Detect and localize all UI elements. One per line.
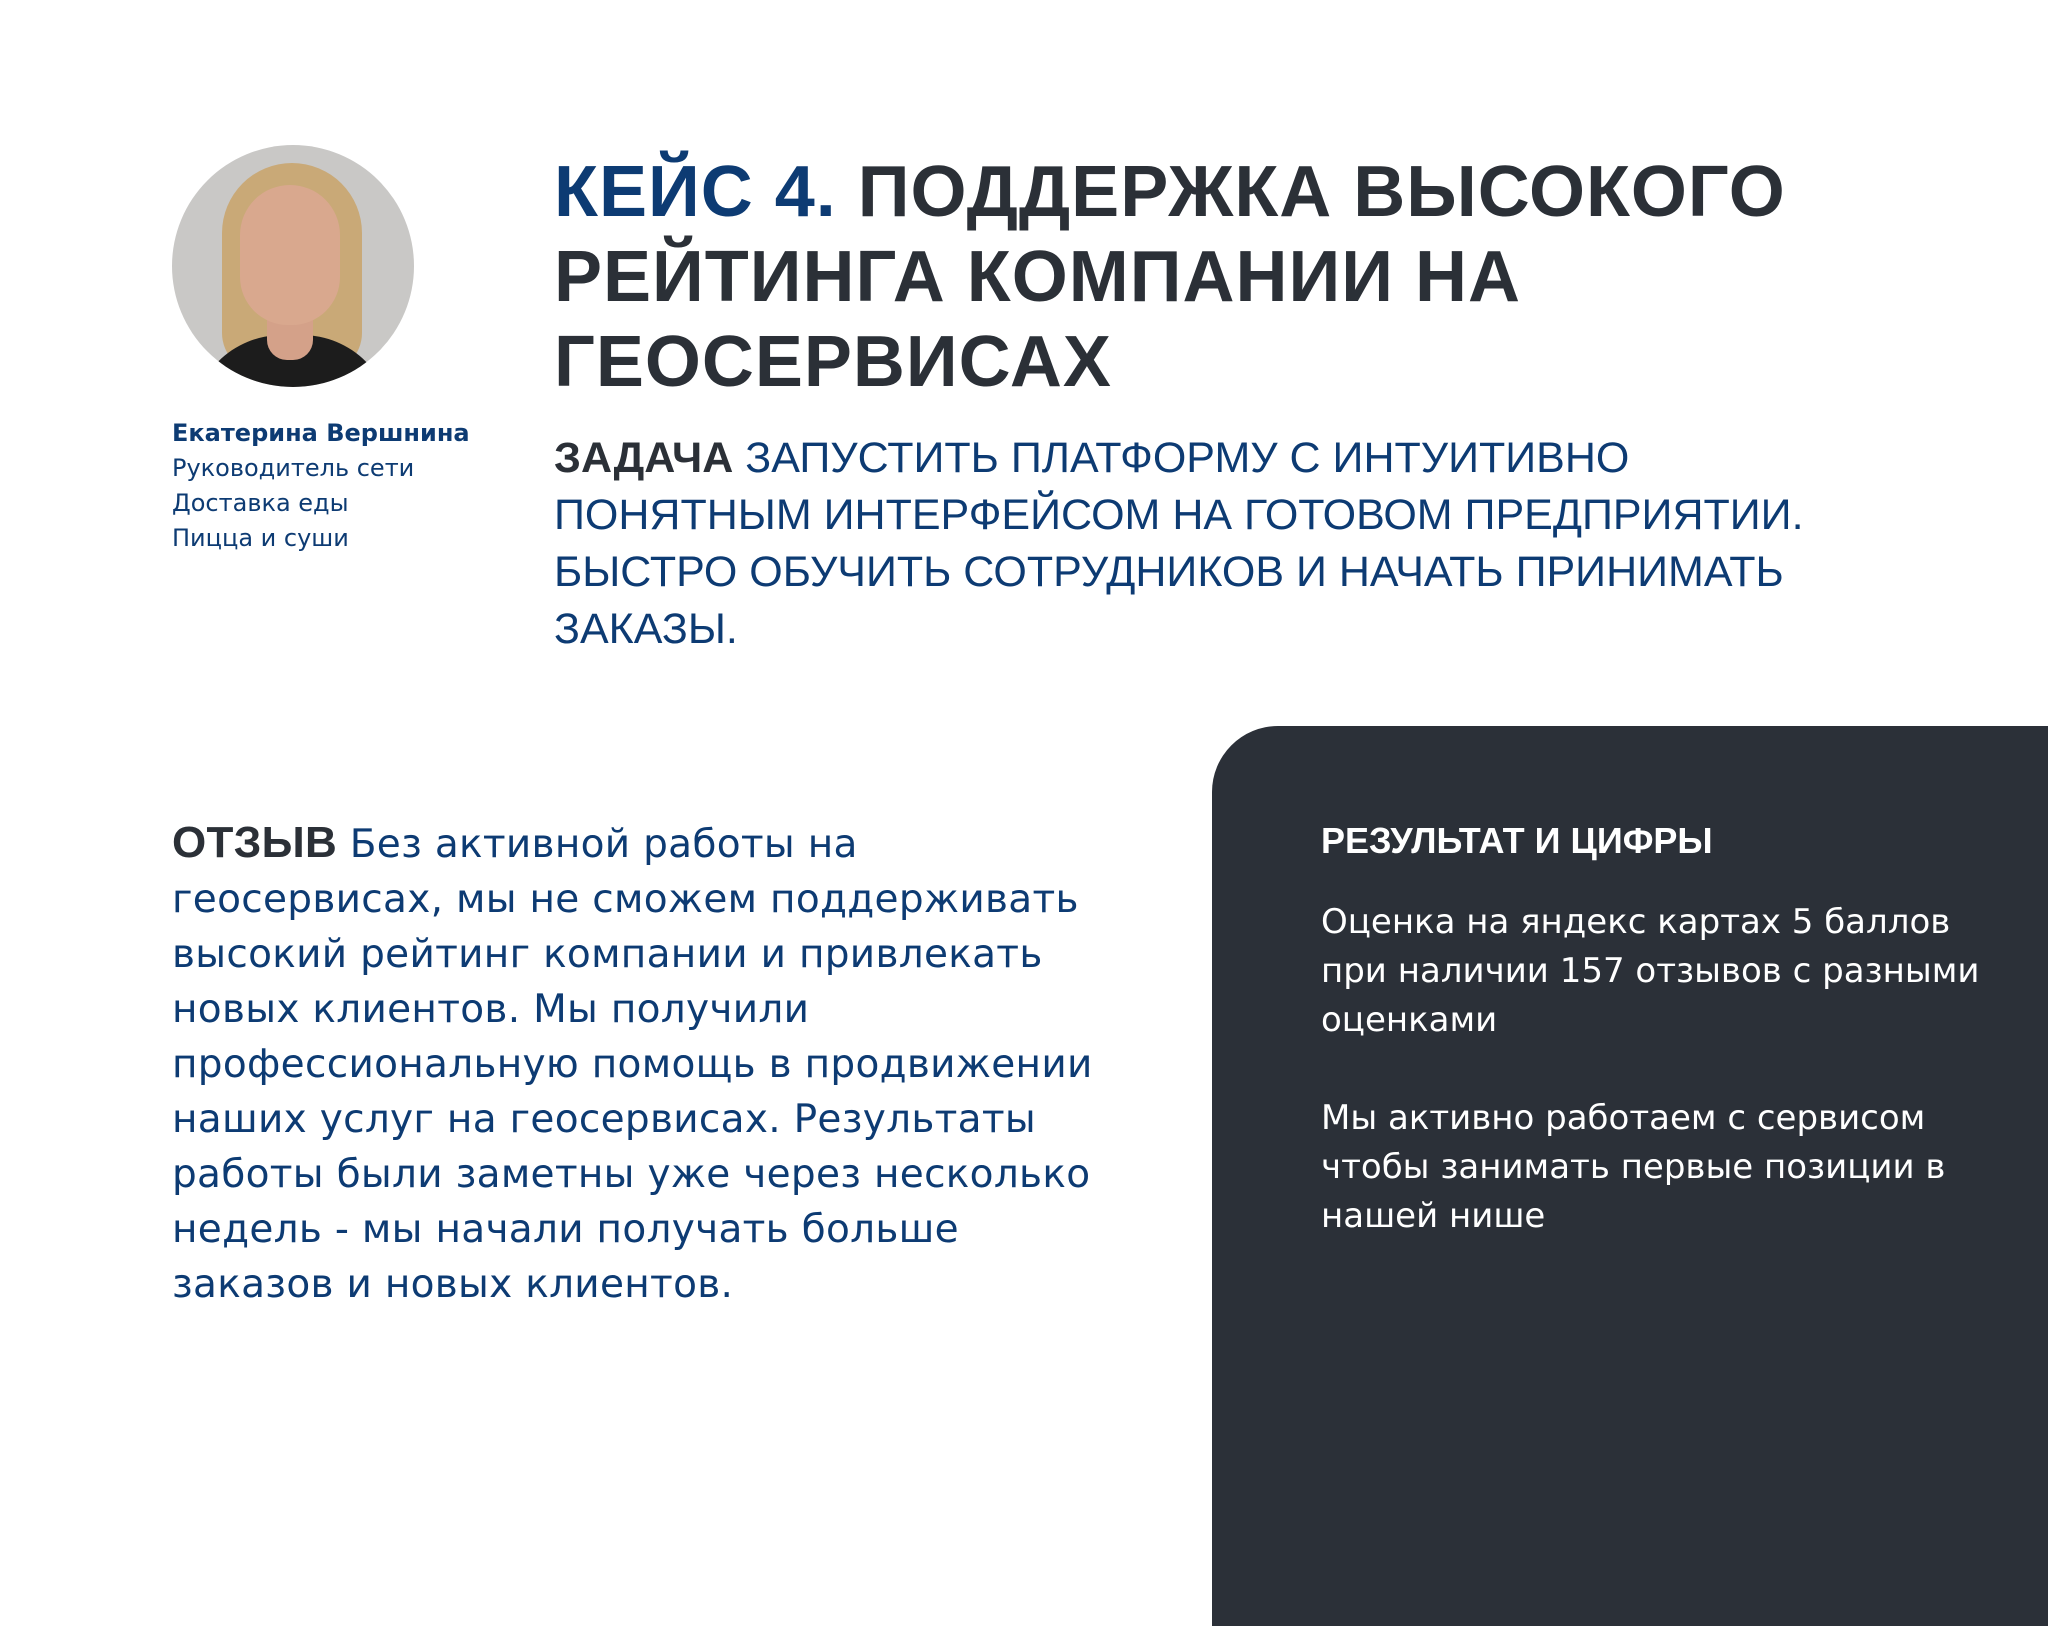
person-business: Доставка еды (172, 489, 349, 517)
task-label: ЗАДАЧА (554, 434, 734, 482)
review-text: Без активной работы на геосервисах, мы не сможем поддерживать высокий рейтинг компании и привлекать новых клиентов. Мы получили профессиональную помощь в продвижении наших услуг на геосервисах. Результаты работы были заметны уже через несколько недель - мы начали получать больше заказов и новых клиентов. (172, 822, 1093, 1307)
person-role: Руководитель сети (172, 454, 415, 482)
results-paragraph: Оценка на яндекс картах 5 баллов при наличии 157 отзывов с разными оценками (1321, 902, 1980, 1040)
task-text: ЗАПУСТИТЬ ПЛАТФОРМУ С ИНТУИТИВНО ПОНЯТНЫМ ИНТЕРФЕЙСОМ НА ГОТОВОМ ПРЕДПРИЯТИИ. БЫСТРО ОБУЧИТЬ СОТРУДНИКОВ И НАЧАТЬ ПРИНИМАТЬ ЗАКАЗЫ. (554, 434, 1804, 653)
avatar-photo (172, 145, 414, 387)
person-name: Екатерина Вершнина (172, 419, 470, 447)
task-section (554, 430, 1834, 658)
results-paragraph: Мы активно работаем с сервисом чтобы занимать первые позиции в нашей нише (1321, 1098, 1946, 1236)
title-text: ПОДДЕРЖКА ВЫСОКОГО РЕЙТИНГА КОМПАНИИ НА ГЕОСЕРВИСАХ (554, 152, 1786, 402)
case-label: КЕЙС 4. (554, 152, 837, 232)
review-label: ОТЗЫВ (172, 818, 338, 867)
page-title (554, 150, 1954, 405)
photo-face (240, 185, 340, 325)
results-heading: РЕЗУЛЬТАТ И ЦИФРЫ (1321, 820, 1713, 861)
review-section (172, 815, 1112, 1312)
person-info (172, 416, 470, 556)
person-specialty: Пицца и суши (172, 524, 349, 552)
results-panel (1212, 726, 2048, 1626)
